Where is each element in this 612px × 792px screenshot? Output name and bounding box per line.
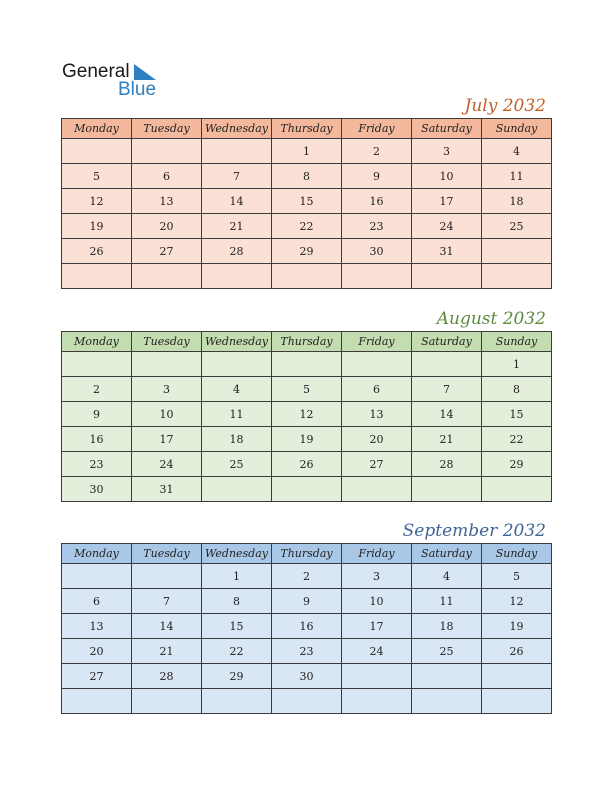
day-cell: 6 [342, 377, 412, 402]
day-cell: 30 [342, 239, 412, 264]
day-cell: 6 [132, 164, 202, 189]
day-cell: 13 [62, 614, 132, 639]
day-cell [272, 477, 342, 502]
weekday-header: Monday [62, 544, 132, 564]
day-cell: 3 [342, 564, 412, 589]
day-cell [272, 352, 342, 377]
day-cell: 11 [202, 402, 272, 427]
week-row [62, 664, 552, 689]
day-cell: 10 [412, 164, 482, 189]
weekday-header: Saturday [412, 544, 482, 564]
weekday-header: Monday [62, 332, 132, 352]
day-cell: 15 [272, 189, 342, 214]
day-cell: 16 [272, 614, 342, 639]
day-cell: 20 [62, 639, 132, 664]
day-cell: 28 [412, 452, 482, 477]
day-cell: 19 [272, 427, 342, 452]
weekday-header-row [62, 544, 552, 564]
day-cell: 8 [202, 589, 272, 614]
day-cell: 26 [482, 639, 552, 664]
day-cell: 3 [132, 377, 202, 402]
day-cell: 25 [482, 214, 552, 239]
logo-word-blue: Blue [118, 79, 157, 100]
week-row [62, 477, 552, 502]
day-cell: 22 [202, 639, 272, 664]
day-cell [202, 477, 272, 502]
day-cell: 31 [412, 239, 482, 264]
weekday-header: Tuesday [132, 332, 202, 352]
day-cell: 26 [272, 452, 342, 477]
day-cell [412, 664, 482, 689]
day-cell: 5 [62, 164, 132, 189]
day-cell: 12 [482, 589, 552, 614]
calendar-july [61, 118, 552, 289]
day-cell: 19 [62, 214, 132, 239]
day-cell: 15 [482, 402, 552, 427]
day-cell [202, 689, 272, 714]
day-cell: 16 [62, 427, 132, 452]
calendar-august [61, 331, 552, 502]
weekday-header: Wednesday [202, 544, 272, 564]
day-cell: 13 [342, 402, 412, 427]
day-cell: 22 [482, 427, 552, 452]
day-cell [482, 477, 552, 502]
day-cell: 1 [482, 352, 552, 377]
day-cell: 19 [482, 614, 552, 639]
day-cell: 21 [202, 214, 272, 239]
day-cell [62, 564, 132, 589]
week-row [62, 139, 552, 164]
day-cell [132, 352, 202, 377]
day-cell: 2 [272, 564, 342, 589]
day-cell [62, 264, 132, 289]
day-cell: 18 [202, 427, 272, 452]
day-cell: 27 [132, 239, 202, 264]
day-cell: 17 [132, 427, 202, 452]
day-cell: 15 [202, 614, 272, 639]
weekday-header-row [62, 332, 552, 352]
day-cell: 23 [342, 214, 412, 239]
week-row [62, 689, 552, 714]
day-cell: 4 [202, 377, 272, 402]
day-cell [132, 689, 202, 714]
day-cell: 27 [62, 664, 132, 689]
day-cell: 22 [272, 214, 342, 239]
day-cell [412, 264, 482, 289]
day-cell: 4 [412, 564, 482, 589]
day-cell: 25 [202, 452, 272, 477]
weekday-header: Thursday [272, 332, 342, 352]
day-cell: 12 [62, 189, 132, 214]
day-cell: 20 [132, 214, 202, 239]
week-row [62, 239, 552, 264]
week-row [62, 452, 552, 477]
day-cell [412, 689, 482, 714]
day-cell [482, 264, 552, 289]
weekday-header: Sunday [482, 544, 552, 564]
day-cell: 14 [412, 402, 482, 427]
day-cell: 4 [482, 139, 552, 164]
day-cell: 11 [412, 589, 482, 614]
weekday-header-row [62, 119, 552, 139]
day-cell: 5 [272, 377, 342, 402]
day-cell: 10 [132, 402, 202, 427]
day-cell [482, 689, 552, 714]
week-row [62, 564, 552, 589]
day-cell: 30 [62, 477, 132, 502]
day-cell: 7 [202, 164, 272, 189]
weekday-header: Sunday [482, 119, 552, 139]
day-cell: 7 [132, 589, 202, 614]
weekday-header: Thursday [272, 544, 342, 564]
day-cell: 9 [342, 164, 412, 189]
day-cell: 21 [412, 427, 482, 452]
day-cell [202, 139, 272, 164]
day-cell: 9 [62, 402, 132, 427]
week-row [62, 264, 552, 289]
day-cell [202, 264, 272, 289]
day-cell: 23 [272, 639, 342, 664]
weekday-header: Friday [342, 332, 412, 352]
week-row [62, 214, 552, 239]
month-title-july: July 2032 [464, 96, 546, 116]
day-cell: 29 [272, 239, 342, 264]
weekday-header: Sunday [482, 332, 552, 352]
week-row [62, 589, 552, 614]
day-cell [412, 352, 482, 377]
day-cell: 30 [272, 664, 342, 689]
weekday-header: Wednesday [202, 119, 272, 139]
week-row [62, 402, 552, 427]
week-row [62, 427, 552, 452]
day-cell: 29 [202, 664, 272, 689]
day-cell: 21 [132, 639, 202, 664]
day-cell: 24 [342, 639, 412, 664]
day-cell: 25 [412, 639, 482, 664]
day-cell: 13 [132, 189, 202, 214]
day-cell: 7 [412, 377, 482, 402]
day-cell: 28 [132, 664, 202, 689]
weekday-header: Thursday [272, 119, 342, 139]
day-cell: 16 [342, 189, 412, 214]
day-cell: 28 [202, 239, 272, 264]
day-cell: 8 [482, 377, 552, 402]
day-cell [272, 264, 342, 289]
day-cell: 23 [62, 452, 132, 477]
day-cell: 14 [132, 614, 202, 639]
day-cell [342, 264, 412, 289]
week-row [62, 189, 552, 214]
day-cell: 8 [272, 164, 342, 189]
calendar-september [61, 543, 552, 714]
day-cell: 10 [342, 589, 412, 614]
month-title-august: August 2032 [436, 309, 546, 329]
day-cell [272, 689, 342, 714]
day-cell: 1 [202, 564, 272, 589]
day-cell: 31 [132, 477, 202, 502]
day-cell [342, 689, 412, 714]
day-cell [202, 352, 272, 377]
day-cell [482, 239, 552, 264]
day-cell: 17 [412, 189, 482, 214]
week-row [62, 164, 552, 189]
day-cell: 9 [272, 589, 342, 614]
day-cell: 29 [482, 452, 552, 477]
day-cell [342, 664, 412, 689]
month-title-september: September 2032 [402, 521, 546, 541]
day-cell [132, 564, 202, 589]
day-cell: 3 [412, 139, 482, 164]
day-cell: 24 [412, 214, 482, 239]
weekday-header: Tuesday [132, 119, 202, 139]
day-cell: 14 [202, 189, 272, 214]
day-cell [412, 477, 482, 502]
day-cell: 6 [62, 589, 132, 614]
day-cell: 2 [342, 139, 412, 164]
day-cell [482, 664, 552, 689]
weekday-header: Saturday [412, 332, 482, 352]
day-cell: 24 [132, 452, 202, 477]
brand-logo [62, 60, 162, 100]
day-cell [132, 264, 202, 289]
weekday-header: Wednesday [202, 332, 272, 352]
day-cell: 12 [272, 402, 342, 427]
week-row [62, 614, 552, 639]
logo-word-general: General [62, 61, 130, 82]
day-cell: 27 [342, 452, 412, 477]
week-row [62, 377, 552, 402]
day-cell [62, 689, 132, 714]
day-cell [62, 139, 132, 164]
day-cell [62, 352, 132, 377]
week-row [62, 639, 552, 664]
day-cell: 26 [62, 239, 132, 264]
weekday-header: Saturday [412, 119, 482, 139]
day-cell: 18 [412, 614, 482, 639]
day-cell: 20 [342, 427, 412, 452]
day-cell: 17 [342, 614, 412, 639]
day-cell: 11 [482, 164, 552, 189]
day-cell: 2 [62, 377, 132, 402]
weekday-header: Friday [342, 544, 412, 564]
weekday-header: Monday [62, 119, 132, 139]
day-cell: 18 [482, 189, 552, 214]
day-cell [342, 477, 412, 502]
week-row [62, 352, 552, 377]
weekday-header: Tuesday [132, 544, 202, 564]
day-cell [132, 139, 202, 164]
day-cell: 5 [482, 564, 552, 589]
day-cell [342, 352, 412, 377]
day-cell: 1 [272, 139, 342, 164]
weekday-header: Friday [342, 119, 412, 139]
